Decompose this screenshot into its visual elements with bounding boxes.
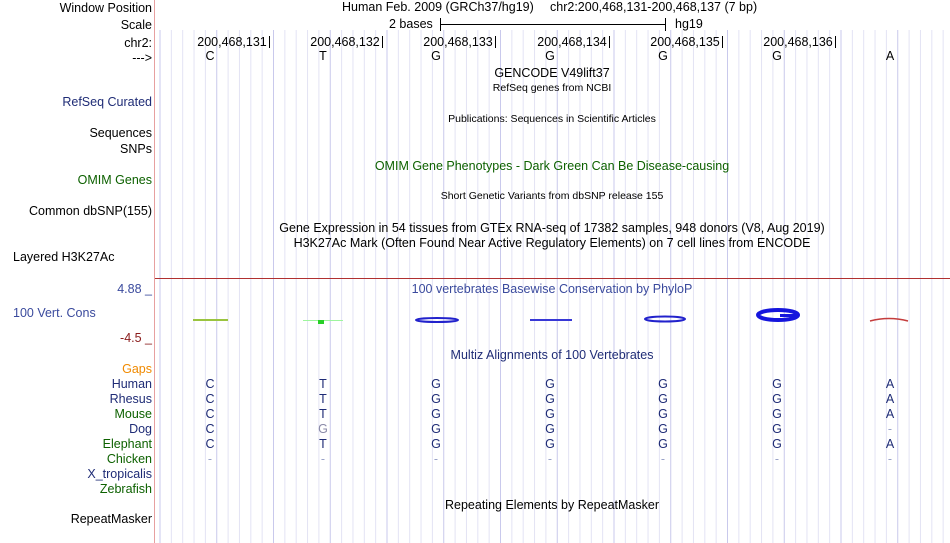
alignment-base: C xyxy=(205,422,215,436)
species-label[interactable]: Chicken xyxy=(106,452,152,466)
alignment-base: - xyxy=(207,452,213,466)
phylop-max-label: 4.88 _ xyxy=(117,282,152,296)
alignment-base: - xyxy=(887,452,893,466)
alignment-base: - xyxy=(660,452,666,466)
alignment-base: G xyxy=(658,392,668,406)
alignment-base: G xyxy=(772,377,782,391)
alignment-base: G xyxy=(545,407,555,421)
coordinate-label: 200,468,133 xyxy=(423,35,493,49)
alignment-base: T xyxy=(319,437,327,451)
phylop-bar-c xyxy=(193,319,228,321)
coordinate-tick xyxy=(382,36,383,48)
label-column-border xyxy=(154,0,155,543)
position-title[interactable]: chr2:200,468,131-200,468,137 (7 bp) xyxy=(550,0,758,14)
alignment-base: G xyxy=(431,392,441,406)
alignment-base: G xyxy=(772,422,782,436)
alignment-base: T xyxy=(319,392,327,406)
base-letter: C xyxy=(205,49,215,63)
gaps-label[interactable]: Gaps xyxy=(122,362,152,376)
coordinate-tick xyxy=(722,36,723,48)
coordinate-tick xyxy=(835,36,836,48)
alignment-base: A xyxy=(885,407,895,421)
alignment-base: T xyxy=(319,407,327,421)
alignment-base: - xyxy=(320,452,326,466)
alignment-base: C xyxy=(205,407,215,421)
alignment-base: T xyxy=(319,377,327,391)
base-letter: G xyxy=(431,49,441,63)
alignment-base: C xyxy=(205,392,215,406)
alignment-base: G xyxy=(431,437,441,451)
assembly-title: Human Feb. 2009 (GRCh37/hg19) xyxy=(342,0,534,14)
phylop-track-title[interactable]: 100 vertebrates Basewise Conservation by PhyloP xyxy=(411,282,693,296)
coordinate-label: 200,468,131 xyxy=(197,35,267,49)
alignment-base: A xyxy=(885,377,895,391)
omim-track-title[interactable]: OMIM Gene Phenotypes - Dark Green Can Be Disease-causing xyxy=(374,159,730,173)
alignment-base: - xyxy=(433,452,439,466)
sequences-label[interactable]: Sequences xyxy=(89,126,152,140)
phylop-bar-g2 xyxy=(530,319,572,321)
refseq-track-title[interactable]: RefSeq genes from NCBI xyxy=(492,82,612,94)
publications-track-title[interactable]: Publications: Sequences in Scientific Articles xyxy=(448,113,656,125)
scale-label: Scale xyxy=(120,18,152,32)
omim-genes-label[interactable]: OMIM Genes xyxy=(77,173,152,187)
alignment-base: G xyxy=(545,392,555,406)
phylop-glyph-a xyxy=(870,319,908,322)
base-letter: G xyxy=(545,49,555,63)
alignment-base: - xyxy=(887,422,893,436)
alignment-base: G xyxy=(772,437,782,451)
phylop-glyph-g1 xyxy=(416,318,458,322)
layered-h3k27ac-label[interactable]: Layered H3K27Ac xyxy=(13,250,115,264)
alignment-base: G xyxy=(545,437,555,451)
scale-text: 2 bases xyxy=(389,17,433,31)
multiz-track-title[interactable]: Multiz Alignments of 100 Vertebrates xyxy=(450,348,654,362)
base-letter: G xyxy=(658,49,668,63)
species-label[interactable]: Human xyxy=(111,377,152,391)
species-label[interactable]: Rhesus xyxy=(109,392,152,406)
alignment-base: G xyxy=(545,422,555,436)
repeatmasker-label[interactable]: RepeatMasker xyxy=(70,512,152,526)
alignment-base: A xyxy=(885,392,895,406)
snps-label[interactable]: SNPs xyxy=(120,142,152,156)
species-label[interactable]: Mouse xyxy=(114,407,152,421)
species-label[interactable]: X_tropicalis xyxy=(87,467,152,481)
alignment-base: G xyxy=(545,377,555,391)
common-dbsnp-label[interactable]: Common dbSNP(155) xyxy=(29,204,152,218)
alignment-base: - xyxy=(547,452,553,466)
scale-bar-right-end xyxy=(665,18,666,31)
alignment-base: C xyxy=(205,377,215,391)
alignment-base: G xyxy=(772,407,782,421)
phylop-min-label: -4.5 _ xyxy=(120,331,152,345)
phylop-glyph-g3 xyxy=(645,317,685,322)
coordinate-label: 200,468,134 xyxy=(537,35,607,49)
coordinate-label: 200,468,135 xyxy=(650,35,720,49)
coordinate-tick xyxy=(269,36,270,48)
alignment-base: G xyxy=(318,422,328,436)
db-name: hg19 xyxy=(675,17,703,31)
repeatmasker-track-title[interactable]: Repeating Elements by RepeatMasker xyxy=(444,498,660,512)
base-letter: A xyxy=(885,49,895,63)
coordinate-tick xyxy=(609,36,610,48)
strand-label: ---> xyxy=(132,51,152,65)
gencode-track-title[interactable]: GENCODE V49lift37 xyxy=(494,66,610,80)
alignment-base: G xyxy=(772,392,782,406)
alignment-base: G xyxy=(431,377,441,391)
refseq-curated-label[interactable]: RefSeq Curated xyxy=(62,95,152,109)
alignment-base: G xyxy=(658,437,668,451)
alignment-base: G xyxy=(658,407,668,421)
alignment-base: G xyxy=(431,422,441,436)
alignment-base: G xyxy=(658,422,668,436)
track-separator xyxy=(155,278,950,279)
window-position-label: Window Position xyxy=(59,1,152,15)
chrom-label: chr2: xyxy=(124,36,152,50)
coordinate-label: 200,468,136 xyxy=(763,35,833,49)
alignment-base: A xyxy=(885,437,895,451)
alignment-base: G xyxy=(658,377,668,391)
species-label[interactable]: Dog xyxy=(129,422,152,436)
phylop-glyph-g4-bar xyxy=(780,314,798,317)
gtex-track-title[interactable]: Gene Expression in 54 tissues from GTEx RNA-seq of 17382 samples, 948 donors (V8, Aug 2019) xyxy=(279,221,825,235)
h3k27ac-track-title[interactable]: H3K27Ac Mark (Often Found Near Active Regulatory Elements) on 7 cell lines from ENCODE xyxy=(293,236,811,250)
phylop-glyph-track xyxy=(0,300,950,330)
vert-cons-label[interactable]: 100 Vert. Cons xyxy=(13,306,96,320)
coordinate-tick xyxy=(495,36,496,48)
alignment-base: G xyxy=(431,407,441,421)
dbsnp-track-title[interactable]: Short Genetic Variants from dbSNP release 155 xyxy=(440,190,664,202)
phylop-mark-t xyxy=(318,320,324,324)
species-label[interactable]: Zebrafish xyxy=(99,482,152,496)
scale-bar-left-end xyxy=(440,18,441,31)
base-letter: G xyxy=(772,49,782,63)
alignment-base: C xyxy=(205,437,215,451)
base-letter: T xyxy=(319,49,327,63)
coordinate-label: 200,468,132 xyxy=(310,35,380,49)
scale-bar xyxy=(440,24,666,25)
species-label[interactable]: Elephant xyxy=(102,437,152,451)
alignment-base: - xyxy=(774,452,780,466)
